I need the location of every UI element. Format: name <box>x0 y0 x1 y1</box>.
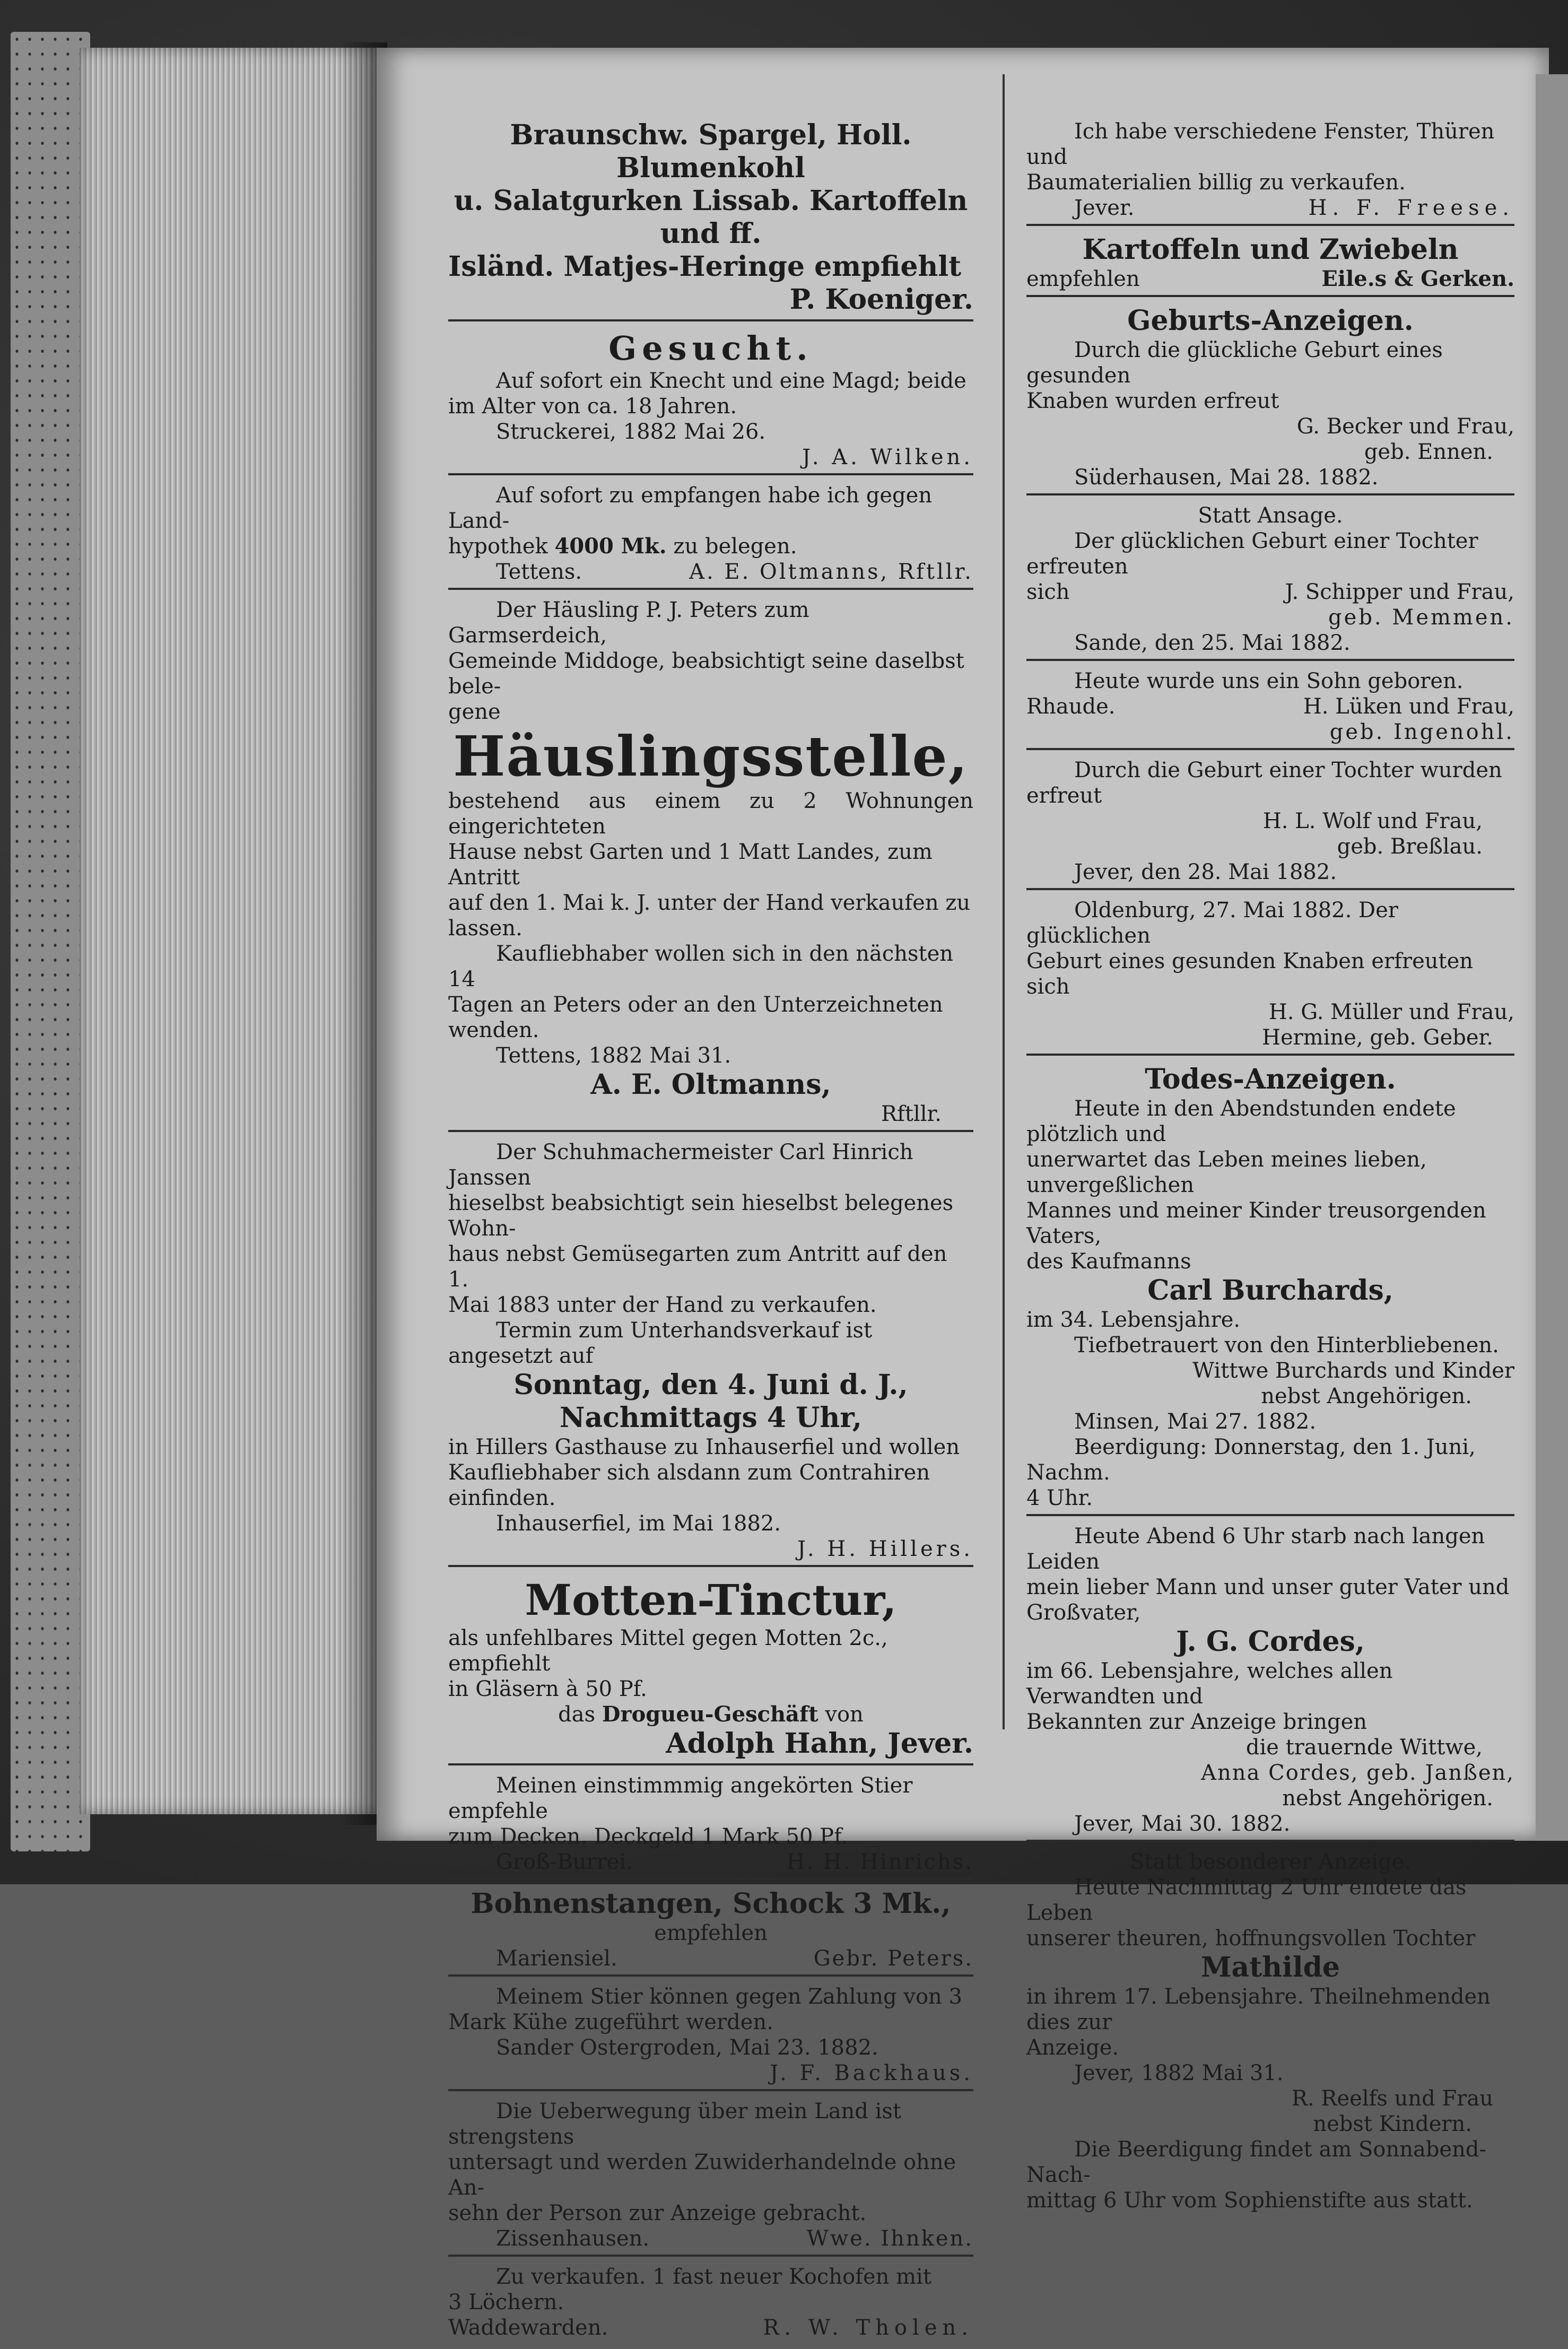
ad-kochofen <box>448 2262 973 2344</box>
ad-footer <box>1026 195 1514 221</box>
ad-janssen <box>448 1137 973 1567</box>
ad-signature: H. L. Wolf und Frau, <box>1262 809 1483 833</box>
ad-heading: Sonntag, den 4. Juni d. J., <box>513 1369 908 1401</box>
ad-signature: J. H. Hillers. <box>797 1537 973 1561</box>
ad-geburt-mueller <box>1026 895 1514 1056</box>
ad-line: Mark Kühe zugeführt werden. <box>448 2010 773 2034</box>
ad-line: Kaufliebhaber sich alsdann zum Contrahiren einfinden. <box>448 1460 930 1510</box>
ad-ueberwegung <box>448 2096 973 2257</box>
ad-line: Hause nebst Garten und 1 Matt Landes, zum Antritt <box>448 840 933 890</box>
ad-line: zum Decken. Deckgeld 1 Mark 50 Pf. <box>448 1824 848 1849</box>
ad-line: sehn der Person zur Anzeige gebracht. <box>448 2201 867 2225</box>
ad-text: von <box>825 1702 864 1727</box>
ad-footer <box>448 1849 973 1875</box>
ad-line: gene <box>448 700 501 724</box>
ad-line: 3 Löchern. <box>448 2290 564 2315</box>
ad-place-date: Struckerei, 1882 Mai 26. <box>496 420 766 444</box>
right-column <box>1026 117 1514 2222</box>
ad-place-date: Jever, den 28. Mai 1882. <box>1074 860 1337 884</box>
ad-line: Mai 1883 unter der Hand zu verkaufen. <box>448 1293 877 1317</box>
ad-backhaus <box>448 1982 973 2091</box>
ad-line: Bekannten zur Anzeige bringen <box>1026 1710 1367 1734</box>
ad-footer <box>448 559 973 585</box>
ad-motten-tinctur <box>448 1572 973 1765</box>
ad-line: untersagt und werden Zuwiderhandelnde ohne An- <box>448 2150 956 2200</box>
ad-place-date: Tettens, 1882 Mai 31. <box>496 1043 731 1068</box>
ad-line: im Alter von ca. 18 Jahren. <box>448 394 737 419</box>
deceased-name: Mathilde <box>1200 1951 1340 1983</box>
deceased-name: J. G. Cordes, <box>1176 1625 1365 1658</box>
deceased-name: Carl Burchards, <box>1147 1274 1393 1307</box>
ad-place-date: Tettens. <box>496 560 582 584</box>
page-edges <box>80 48 377 1814</box>
ad-line: Tiefbetrauert von den Hinterbliebenen. <box>1074 1333 1499 1358</box>
ad-line: mittag 6 Uhr vom Sophienstifte aus statt. <box>1026 2188 1473 2213</box>
ad-line: in ihrem 17. Lebensjahre. Theilnehmenden dies zur <box>1026 1985 1491 2034</box>
ad-line: mein lieber Mann und unser guter Vater und <box>1026 1575 1510 1599</box>
ad-line: in Gläsern à 50 Pf. <box>448 1677 647 1701</box>
ad-line: Heute in den Abendstunden endete plötzlich und <box>1026 1097 1456 1146</box>
ad-line: empfehlen <box>654 1921 768 1945</box>
ad-line: Termin zum Unterhandsverkauf ist angesetzt auf <box>448 1318 873 1368</box>
ad-signature: Adolph Hahn, Jever. <box>666 1727 973 1760</box>
ad-heading: Kartoffeln und Zwiebeln <box>1082 233 1459 266</box>
ad-text: zu belegen. <box>673 534 797 559</box>
ad-line: Mannes und meiner Kinder treusorgenden Vaters, <box>1026 1198 1486 1248</box>
ad-signature: H. H. Hinrichs. <box>786 1850 973 1874</box>
ad-text: Drogueu-Geschäft <box>602 1702 818 1727</box>
ad-line: Zu verkaufen. 1 fast neuer Kochofen mit <box>496 2265 931 2289</box>
ad-tod-burchards <box>1026 1061 1514 1516</box>
ad-signature-title: Rftllr. <box>881 1102 942 1126</box>
ad-line: Durch die glückliche Geburt eines gesunden <box>1026 338 1443 388</box>
ad-line: des Kaufmanns <box>1026 1249 1191 1274</box>
ad-line: hieselbst beabsichtigt sein hieselbst belegenes Wohn- <box>448 1191 954 1241</box>
ad-signature: J. F. Backhaus. <box>770 2061 973 2085</box>
ad-text: hypothek <box>448 534 548 559</box>
ad-kartoffeln <box>1026 231 1514 297</box>
section-heading: Geburts-Anzeigen. <box>1127 304 1414 337</box>
ad-line: haus nebst Gemüsegarten zum Antritt auf den 1. <box>448 1242 947 1292</box>
ad-line: als unfehlbares Mittel gegen Motten 2c., empfiehlt <box>448 1626 888 1676</box>
facing-page-edge <box>1536 74 1568 1841</box>
ad-signature: Hermine, geb. Geber. <box>1262 1025 1493 1050</box>
ad-signature: Eile.s & Gerken. <box>1321 266 1514 291</box>
ad-line: Gemeinde Middoge, beabsichtigt seine daselbst bele- <box>448 649 964 699</box>
ad-place-date: Mariensiel. <box>496 1946 617 1971</box>
section-heading: Todes-Anzeigen. <box>1145 1063 1396 1095</box>
ad-line: Tagen an Peters oder an den Unterzeichneten wenden. <box>448 993 943 1042</box>
ad-signature: Wittwe Burchards und Kinder <box>1192 1359 1514 1383</box>
ad-line: Meinem Stier können gegen Zahlung von 3 <box>496 1985 962 2009</box>
ad-line: im 66. Lebensjahre, welches allen Verwandten und <box>1026 1659 1393 1709</box>
ad-place-date: Inhauserfiel, im Mai 1882. <box>496 1511 781 1536</box>
ad-signature: nebst Angehörigen. <box>1261 1384 1472 1408</box>
ad-footer <box>448 2315 973 2341</box>
ad-signature: J. A. Wilken. <box>802 445 973 469</box>
ad-line: Anzeige. <box>1026 2035 1119 2060</box>
ad-bohnenstangen <box>448 1885 973 1977</box>
ad-geburt-schipper <box>1026 501 1514 661</box>
ad-footer <box>1026 266 1514 292</box>
ad-line: Durch die Geburt einer Tochter wurden erfreut <box>1026 758 1502 808</box>
ad-line: in Hillers Gasthause zu Inhauserfiel und wollen <box>448 1435 960 1459</box>
ad-line: Auf sofort ein Knecht und eine Magd; beide <box>496 369 966 393</box>
ad-signature: Wwe. Ihnken. <box>806 2226 973 2251</box>
ad-line: empfehlen <box>1026 267 1140 291</box>
ad-amount: 4000 Mk. <box>554 534 667 559</box>
ad-line: Oldenburg, 27. Mai 1882. Der glücklichen <box>1026 898 1398 948</box>
ad-line: Der glücklichen Geburt einer Tochter erfreuten <box>1026 529 1478 579</box>
ad-line: Braunschw. Spargel, Holl. Blumenkohl <box>510 119 912 184</box>
ad-place-date: Minsen, Mai 27. 1882. <box>1074 1410 1317 1434</box>
ad-footer <box>448 1946 973 1971</box>
ad-signature: R. W. Tholen. <box>763 2316 973 2340</box>
ad-place-date: Waddewarden. <box>448 2316 608 2340</box>
ad-line: im 34. Lebensjahre. <box>1026 1308 1241 1332</box>
ad-line: Geburt eines gesunden Knaben erfreuten sich <box>1026 949 1474 999</box>
ad-line: Statt Ansage. <box>1198 503 1343 528</box>
ad-line: Heute Nachmittag 2 Uhr endete das Leben <box>1026 1875 1467 1925</box>
ad-footer <box>1026 694 1514 719</box>
ad-line <box>448 534 973 559</box>
ad-place-date: Jever, Mai 30. 1882. <box>1074 1812 1291 1836</box>
ad-line <box>448 1702 973 1727</box>
ad-line: Die Beerdigung findet am Sonnabend-Nach- <box>1026 2137 1486 2187</box>
ad-line: Knaben wurden erfreut <box>1026 389 1279 413</box>
left-column <box>448 117 973 2349</box>
ad-line: Beerdigung: Donnerstag, den 1. Juni, Nachm. <box>1026 1435 1476 1485</box>
ad-line: Heute Abend 6 Uhr starb nach langen Leiden <box>1026 1524 1485 1574</box>
ad-hypothek <box>448 481 973 590</box>
ad-line: Isländ. Matjes-Heringe empfiehlt <box>448 250 962 283</box>
ad-signature: geb. Ingenohl. <box>1329 720 1514 744</box>
ad-line: Kaufliebhaber wollen sich in den nächsten 14 <box>448 942 954 991</box>
ad-signature: geb. Breßlau. <box>1337 834 1483 859</box>
ad-heading: Motten-Tinctur, <box>525 1575 897 1625</box>
ad-place-date: Zissenhausen. <box>496 2226 650 2251</box>
ad-signature: die trauernde Wittwe, <box>1245 1735 1483 1760</box>
ad-signature: P. Koeniger. <box>789 283 973 316</box>
ad-tod-cordes <box>1026 1521 1514 1842</box>
ad-line: auf den 1. Mai k. J. unter der Hand verkaufen zu <box>448 891 971 915</box>
ad-place-date: Sander Ostergroden, Mai 23. 1882. <box>496 2035 878 2060</box>
ad-koeniger <box>448 117 973 321</box>
ad-line: Heute wurde uns ein Sohn geboren. <box>1074 669 1464 693</box>
ad-signature: H. Lüken und Frau, <box>1303 694 1514 719</box>
ad-text: sich <box>1026 580 1070 604</box>
ad-gesucht <box>448 327 973 475</box>
ad-place-date: Jever. <box>1074 196 1135 220</box>
column-divider <box>1003 74 1005 1729</box>
ad-line: Der Schuhmachermeister Carl Hinrich Janssen <box>448 1140 913 1190</box>
ad-line: Großvater, <box>1026 1600 1141 1625</box>
ad-signature: A. E. Oltmanns, <box>590 1068 831 1101</box>
ad-heading: Nachmittags 4 Uhr, <box>559 1402 863 1434</box>
ad-line: lassen. <box>448 916 522 941</box>
ad-heading: Häuslingsstelle, <box>453 724 969 789</box>
ad-signature: nebst Kindern. <box>1313 2112 1472 2136</box>
ad-geburt-becker <box>1026 302 1514 495</box>
ad-heading: Bohnenstangen, Schock 3 Mk., <box>471 1887 951 1920</box>
ad-freese <box>1026 117 1514 226</box>
ad-place-date: Rhaude. <box>1026 694 1116 719</box>
ad-line: Meinen einstimmmig angekörten Stier empfehle <box>448 1773 913 1823</box>
ad-line: Statt besonderer Anzeige. <box>1130 1850 1411 1874</box>
ad-signature: H. G. Müller und Frau, <box>1268 1000 1514 1024</box>
ad-stier <box>448 1771 973 1880</box>
ad-place-date: Groß-Burrei. <box>496 1850 633 1874</box>
ad-signature: Gebr. Peters. <box>813 1946 973 1971</box>
ad-line: Baumaterialien billig zu verkaufen. <box>1026 170 1406 195</box>
ad-heading: Gesucht. <box>608 329 813 368</box>
ad-line: Die Ueberwegung über mein Land ist strengstens <box>448 2099 902 2149</box>
ad-line: unserer theuren, hoffnungsvollen Tochter <box>1026 1926 1476 1951</box>
ad-footer <box>448 2226 973 2251</box>
ad-signature: geb. Memmen. <box>1328 605 1514 630</box>
ad-signature: A. E. Oltmanns, Rftllr. <box>689 560 973 584</box>
ad-signature: G. Becker und Frau, <box>1296 414 1514 439</box>
ad-line: Auf sofort zu empfangen habe ich gegen Land- <box>448 483 933 533</box>
ad-signature: Anna Cordes, geb. Janßen, <box>1201 1761 1514 1785</box>
ad-geburt-lueken <box>1026 666 1514 750</box>
ad-place-date: Sande, den 25. Mai 1882. <box>1074 631 1351 655</box>
ad-signature: nebst Angehörigen. <box>1282 1786 1493 1811</box>
marbled-cover-edge <box>11 32 90 1851</box>
ad-line: u. Salatgurken Lissab. Kartoffeln und ff. <box>454 185 968 250</box>
ad-place-date: Süderhausen, Mai 28. 1882. <box>1074 465 1379 490</box>
ad-geburt-wolf <box>1026 755 1514 890</box>
ad-line: unerwartet das Leben meines lieben, unvergeßlichen <box>1026 1147 1427 1197</box>
ad-signature: geb. Ennen. <box>1364 440 1493 464</box>
ad-line: 4 Uhr. <box>1026 1486 1093 1510</box>
ad-signature: R. Reelfs und Frau <box>1291 2086 1493 2111</box>
ad-signature: J. Schipper und Frau, <box>1285 580 1514 604</box>
ad-text: das <box>558 1702 596 1727</box>
ad-place-date: Jever, 1882 Mai 31. <box>1074 2061 1284 2085</box>
ad-line <box>1026 579 1514 605</box>
ad-signature: H. F. Freese. <box>1308 196 1514 220</box>
ad-line: bestehend aus einem zu 2 Wohnungen eingerichteten <box>448 789 973 839</box>
ad-line: Ich habe verschiedene Fenster, Thüren und <box>1026 119 1495 169</box>
ad-line: Der Häusling P. J. Peters zum Garmserdeich, <box>448 598 809 648</box>
ad-tod-mathilde <box>1026 1847 1514 2216</box>
ad-haeuslingsstelle <box>448 595 973 1132</box>
